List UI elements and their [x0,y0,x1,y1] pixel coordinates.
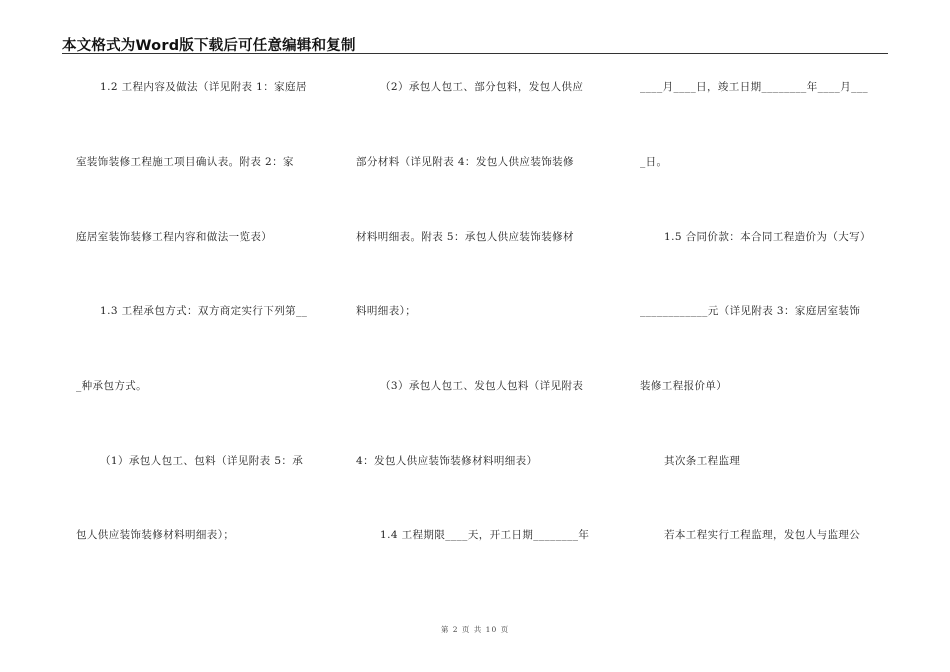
paragraph-line: ____________元（详见附表 3：家庭居室装饰 [640,305,861,317]
paragraph-line: 4：发包人供应装饰装修材料明细表） [356,455,538,467]
page-number-footer: 第 2 页 共 10 页 [440,625,510,634]
paragraph-line: 1.3 工程承包方式：双方商定实行下列第__ [100,305,308,317]
paragraph-line: 部分材料（详见附表 4：发包人供应装饰装修 [356,156,574,168]
paragraph-line: 庭居室装饰装修工程内容和做法一览表） [76,231,273,243]
document-header-title: 本文格式为Word版下载后可任意编辑和复制 [62,38,356,54]
paragraph-line: _日。 [640,156,668,168]
paragraph-line: （3）承包人包工、发包人包料（详见附表 [380,380,584,392]
paragraph-line: （2）承包人包工、部分包料，发包人供应 [380,81,584,93]
paragraph-line: 包人供应装饰装修材料明细表）； [76,529,235,541]
paragraph-line: 1.5 合同价款：本合同工程造价为（大写） [664,231,871,243]
paragraph-line: 1.2 工程内容及做法（详见附表 1：家庭居 [100,81,307,93]
paragraph-line: _种承包方式。 [76,380,148,392]
paragraph-line: （1）承包人包工、包料（详见附表 5：承 [100,455,304,467]
paragraph-line: 若本工程实行工程监理，发包人与监理公 [664,529,861,541]
paragraph-line: 室装饰装修工程施工项目确认表。附表 2：家 [76,156,294,168]
paragraph-line: 装修工程报价单） [640,380,728,392]
paragraph-line: 料明细表）； [356,305,417,317]
header-divider [62,53,888,54]
paragraph-line: 材料明细表。附表 5：承包人供应装饰装修材 [356,231,574,243]
paragraph-line: 1.4 工程期限____天，开工日期________年 [380,529,590,541]
paragraph-line: ____月____日，竣工日期________年____月___ [640,81,869,93]
section-heading: 其次条工程监理 [664,455,741,467]
